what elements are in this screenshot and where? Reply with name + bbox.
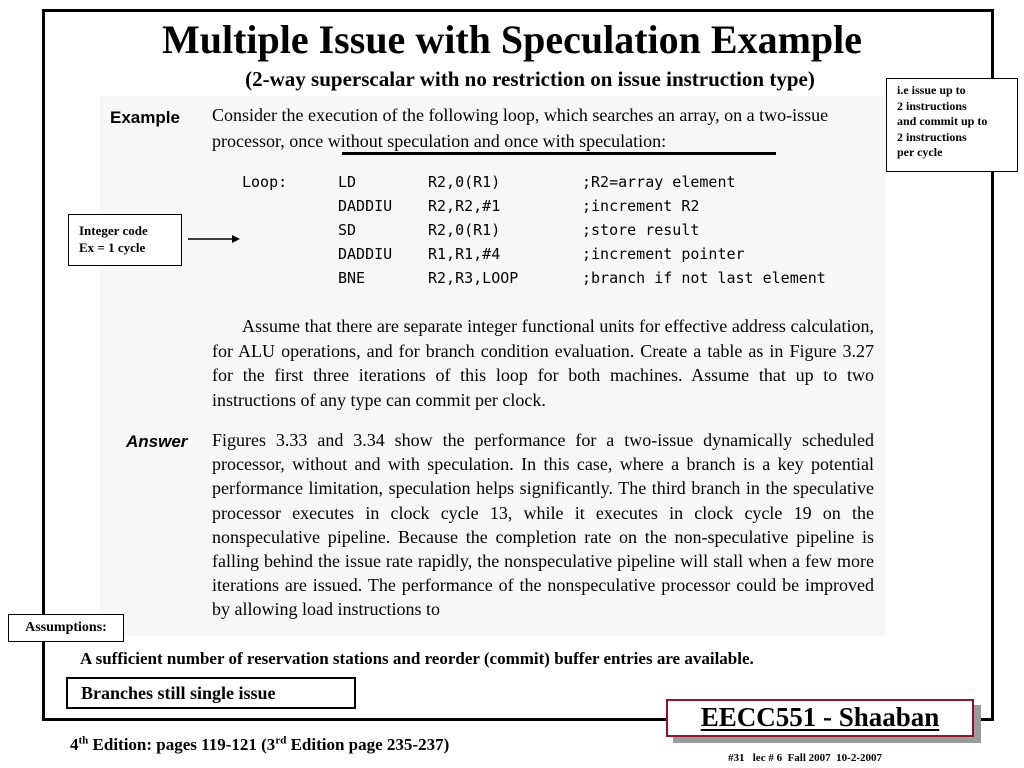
slide-footer: #31 lec # 6 Fall 2007 10-2-2007 <box>728 752 882 764</box>
branches-note: Branches still single issue <box>66 677 356 709</box>
code-opcode: DADDIU <box>338 245 393 263</box>
code-comment: ;branch if not last element <box>582 269 826 287</box>
callout-line: Integer code <box>79 223 148 238</box>
code-operands: R2,R3,LOOP <box>428 269 519 287</box>
slide-title: Multiple Issue with Speculation Example <box>161 17 863 62</box>
assumption-paragraph <box>212 314 874 412</box>
answer-paragraph <box>212 428 874 622</box>
code-opcode: LD <box>338 173 357 191</box>
note-line: i.e issue up to <box>897 83 966 97</box>
answer-paragraph-text: Figures 3.33 and 3.34 show the performance for a two-issue dynamically scheduled processor, without and with speculation. In this case, where a branch is a key potential performance limitation, speculation helps significantly. The third branch in the speculative processor executes in clock cycle 13, while it executes in clock cycle 19 on the nonspeculative pipeline. Because the completion rate on the non-speculative pipeline is falling behind the issue rate rapidly, the nonspeculative pipeline will stall when a few more iterations are issued. The performance of the nonspeculative processor could be improved by allowing load instructions to <box>212 430 874 620</box>
code-operands: R2,R2,#1 <box>428 197 501 215</box>
edition-mid: Edition: pages 119-121 (3 <box>88 735 276 754</box>
code-operands: R2,0(R1) <box>428 173 501 191</box>
code-operands: R1,R1,#4 <box>428 245 501 263</box>
note-line: and commit up to <box>897 114 988 128</box>
edition-suffix: Edition page 235-237) <box>286 735 450 754</box>
note-line: 2 instructions <box>897 98 967 113</box>
issue-commit-note <box>886 78 1018 172</box>
code-operands: R2,0(R1) <box>428 221 501 239</box>
note-line: 2 instructions <box>897 129 967 144</box>
assumption-paragraph-text: Assume that there are separate integer functional units for effective address calculation, for ALU operations, and for branch condition evaluation. Create a table as in Figure 3.27 for the first three iterations of this loop for both machines. Assume that up to two instructions of any type can commit per clock. <box>212 316 874 410</box>
integer-code-callout <box>68 214 182 266</box>
code-comment: ;increment R2 <box>582 197 700 215</box>
answer-label: Answer <box>126 432 188 451</box>
code-comment: ;store result <box>582 221 700 239</box>
code-comment: ;R2=array element <box>582 173 736 191</box>
callout-line: Ex = 1 cycle <box>79 240 146 255</box>
code-opcode: SD <box>338 221 357 239</box>
edition-sup-rd: rd <box>275 734 287 747</box>
assumptions-label: Assumptions: <box>8 614 124 642</box>
slide-subtitle: (2-way superscalar with no restriction on issue instruction type) <box>245 67 815 91</box>
edition-sup-th: th <box>78 734 89 747</box>
note-line: per cycle <box>897 145 943 159</box>
edition-reference <box>70 735 449 755</box>
edition-prefix: 4 <box>70 735 79 754</box>
assumption-text: A sufficient number of reservation stations and reorder (commit) buffer entries are available. <box>80 649 754 668</box>
intro-underline <box>342 152 776 155</box>
right-arrow-icon <box>186 232 242 246</box>
code-opcode: BNE <box>338 269 366 287</box>
example-label: Example <box>110 108 180 127</box>
example-intro: Consider the execution of the following loop, which searches an array, on a two-issue processor, once without speculation and once with speculation: <box>212 105 829 151</box>
course-brand: EECC551 - Shaaban <box>666 699 974 737</box>
code-label: Loop: <box>242 173 288 191</box>
code-comment: ;increment pointer <box>582 245 745 263</box>
code-opcode: DADDIU <box>338 197 393 215</box>
